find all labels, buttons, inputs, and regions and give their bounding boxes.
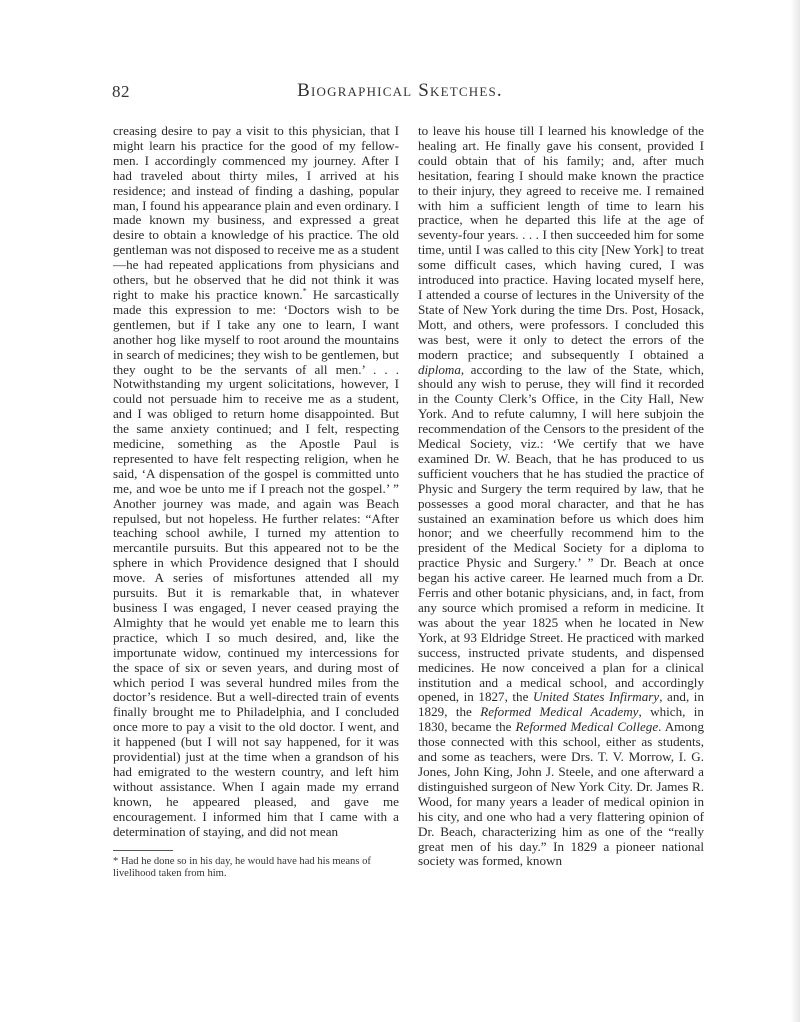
running-head: Biographical Sketches. xyxy=(297,80,503,101)
text-segment: , which, in 1830, became the xyxy=(418,704,704,735)
text-segment: to leave his house till I learned his knowledge of the healing art. He finally gave his consent, provided I could obtain that of his family; and, after much hesitation, fearing I should make known the practice to their injury, they agreed to receive me. I remained with him a sufficient length of time to learn his practice, when he departed this life at the age of seventy-four years. . . . I then succeeded him for some time, until I was called to this city [New York] to treat some difficult cases, which having cured, I was introduced into practice. Having located myself here, I attended a course of lectures in the University of the State of New York during the time Drs. Post, Hosack, Mott, and others, were professors. I concluded this was best, were it only to detect the errors of the modern practice; and subsequently I obtained a xyxy=(418,123,704,362)
footnote-marker: * xyxy=(302,286,307,296)
footnote-rule xyxy=(113,850,173,851)
italic-term: diploma xyxy=(418,361,461,377)
right-column-text xyxy=(418,124,704,869)
italic-term: Reformed Medical Academy xyxy=(480,704,639,720)
text-segment: creasing desire to pay a visit to this physician, that I might learn his practice for the good of my fellow-men. I accordingly commenced my journey. After I had traveled about thirty miles, I arrived at his residence; and instead of finding a dashing, popular man, I found his appearance plain and even ordinary. I made known my business, and expressed a great desire to obtain a knowledge of his practice. The old gentleman was not disposed to receive me as a student—he had repeated applications from physicians and others, but he observed that he did not think it was right to make his practice known. xyxy=(113,123,399,302)
right-column xyxy=(418,124,704,869)
text-segment: . Among those connected with this school, either as students, and some as teachers, were Drs. T. V. Morrow, I. G. Jones, John King, John J. Steele, and one afterward a distinguished surgeon of New York City. Dr. James R. Wood, for many years a leader of medical opinion in his city, and one who had a very flattering opinion of Dr. Beach, characterizing him as one of the “really great men of his day.” In 1829 a pioneer national society was formed, known xyxy=(418,719,704,869)
italic-term: Reformed Medical College xyxy=(515,719,659,735)
page-edge-shadow xyxy=(790,0,800,1022)
italic-term: United States Infirmary xyxy=(532,689,660,705)
text-segment: , according to the law of the State, which, should any wish to peruse, they will find it recorded in the County Clerk’s Office, in the City Hall, New York. And to refute calumny, I will here subjoin the recommendation of the Censors to the president of the Medical Society, viz.: ‘We certify that we have examined Dr. W. Beach, that he has produced to us sufficient vouchers that he has studied the practice of Physic and Surgery the term required by law, that he possesses a good moral character, and that he has sustained an examination before us which does him honor; and we cheerfully recommend him to the president of the Medical Society for a diploma to practice Physic and Surgery.’ ” Dr. Beach at once began his active career. He learned much from a Dr. Ferris and other botanic physicians, and, in fact, from any source which promised a reform in medicine. It was about the year 1825 when he located in New York, at 93 Eldridge Street. He practiced with marked success, instructed private students, and dispensed medicines. He now conceived a plan for a clinical institution and a medical school, and accordingly opened, in 1827, the xyxy=(418,361,704,705)
text-segment: He sarcastically made this expression to me: ‘Doctors wish to be gentlemen, but if I take any one to learn, I want another hog like myself to root around the mountains in search of medicines; they wish to be gentlemen, but they ought to be the servants of all men.’ . . . Notwithstanding my urgent solicitations, however, I could not persuade him to receive me as a student, and I was obliged to return home disappointed. But the same anxiety continued; and I felt, respecting medicine, something as the Apostle Paul is represented to have felt respecting religion, when he said, ‘A dispensation of the gospel is committed unto me, and woe be unto me if I preach not the gospel.’ ” Another journey was made, and again was Beach repulsed, but not hopeless. He further relates: “After teaching school awhile, I turned my attention to mercantile pursuits. But this appeared not to be the sphere in which Providence designed that I should move. A series of misfortunes attended all my pursuits. But it is remarkable that, in whatever business I was engaged, I never ceased praying the Almighty that he would yet enable me to learn this practice, which I so much desired, and, like the importunate widow, continued my intercessions for the space of six or seven years, and during most of which period I was several hundred miles from the doctor’s residence. But a well-directed train of events finally brought me to Philadelphia, and I concluded once more to pay a visit to the old doctor. I went, and it happened (but I will not say happened, for it was providential) just at the time when a grandson of his had emigrated to the western country, and left him without assistance. When I again made my errand known, he appeared pleased, and gave me encouragement. I informed him that I came with a determination of staying, and did not mean xyxy=(113,286,399,839)
page-number: 82 xyxy=(112,82,130,101)
footnote: * Had he done so in his day, he would have had his means of livelihood taken from him. xyxy=(113,855,371,879)
left-column-text xyxy=(113,124,399,840)
text-segment: , and, in 1829, the xyxy=(418,689,704,720)
left-column xyxy=(113,124,399,881)
